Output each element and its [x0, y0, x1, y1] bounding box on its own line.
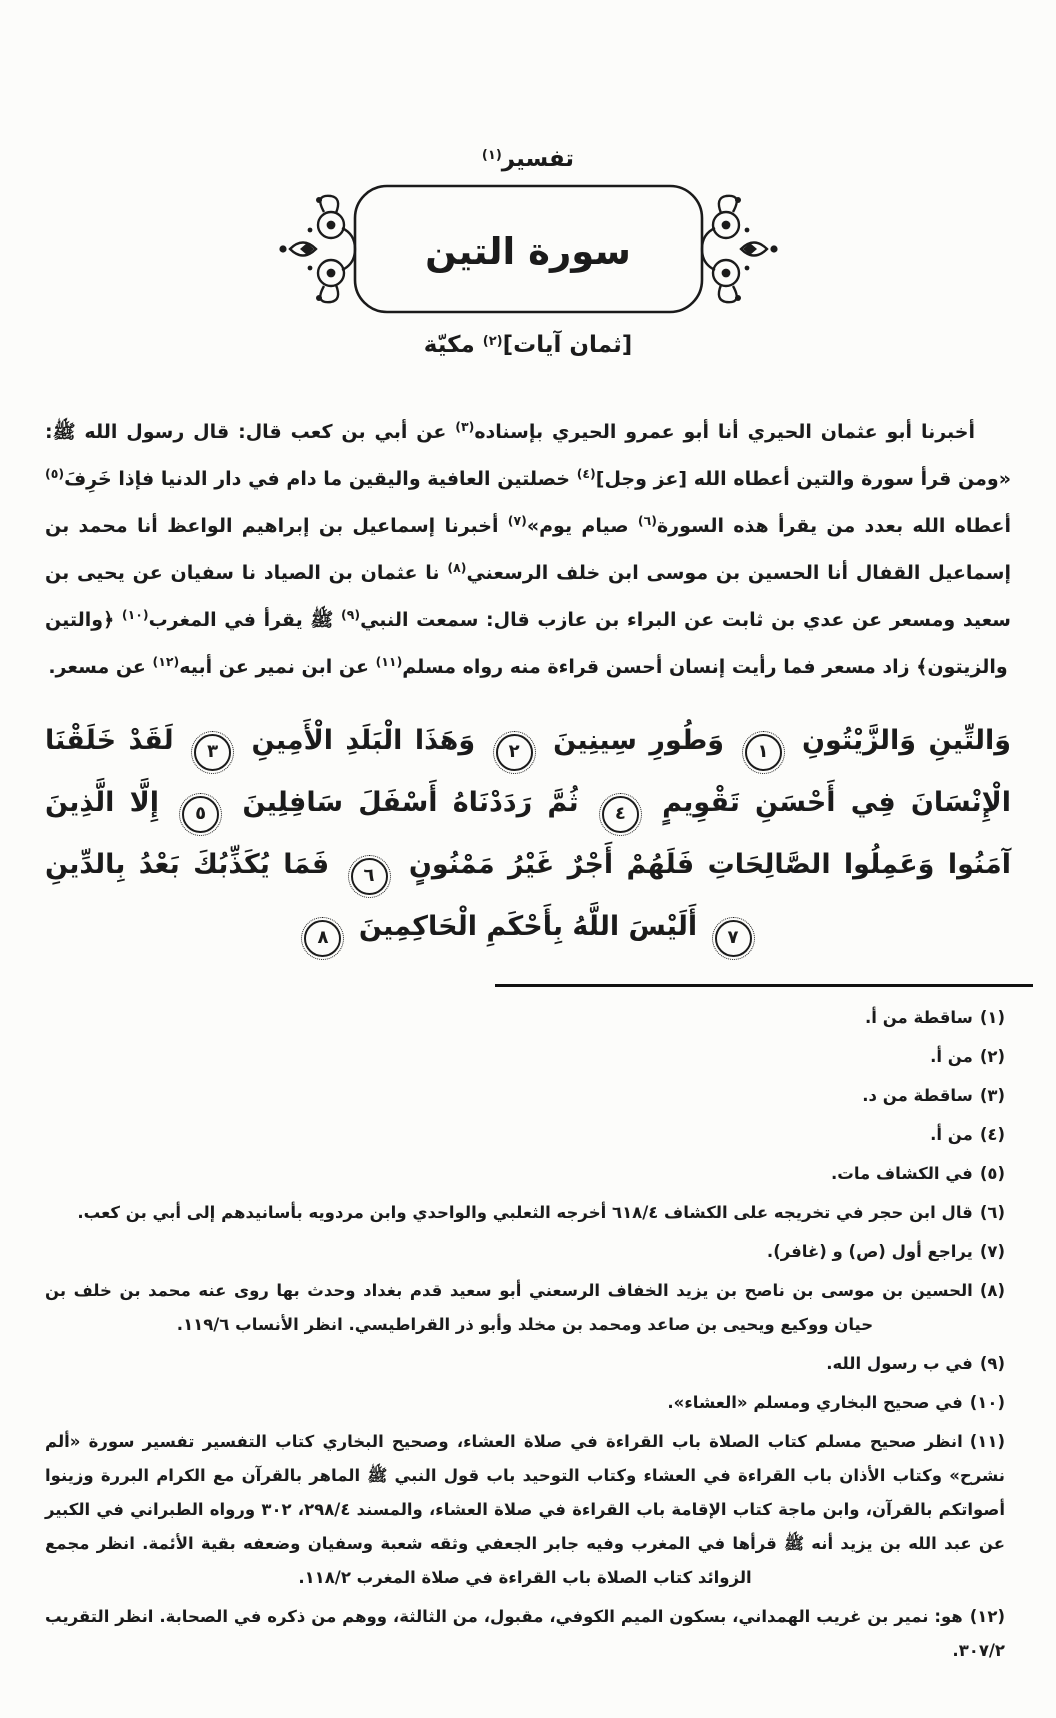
surah-title: سورة التين — [424, 230, 631, 273]
footnote-marker: (١) — [979, 1008, 1005, 1027]
footnote — [45, 1001, 1011, 1035]
verse-text: وَهَذَا الْبَلَدِ الْأَمِينِ — [251, 725, 476, 756]
footnote-marker: (١٠) — [969, 1393, 1005, 1412]
footnote-marker: (١١) — [969, 1432, 1005, 1451]
ayah-number-marker: ٤ — [602, 796, 639, 833]
footnote-text: من أ. — [930, 1125, 973, 1144]
hadith-paragraph: أخبرنا أبو عثمان الحيري أنا أبو عمرو الحيري بإسناده$^{(٣)}$ عن أبي بن كعب قال: قال رسول الله ﷺ: «ومن قرأ سورة والتين أعطاه الله [عز وجل]$^{(٤)}$ خصلتين العافية واليقين ما دام في دار الدنيا فإذا خَرِفَ$^{(٥)}$ أعطاه الله بعدد من يقرأ هذه السورة$^{(٦)}$ صيام يوم»$^{(٧)}$ أخبرنا إسماعيل بن إبراهيم الواعظ أنا محمد بن إسماعيل القفال أنا الحسين بن موسى ابن خلف الرسعني$^{(٨)}$ نا عثمان بن الصياد نا سفيان عن يحيى بن سعيد ومسعر عن عدي بن ثابت عن البراء بن عازب قال: سمعت النبي$^{(٩)}$ ﷺ يقرأ في المغرب$^{(١٠)}$ ﴿والتين والزيتون﴾ زاد مسعر فما رأيت إنسان أحسن قراءة منه رواه مسلم$^{(١١)}$ عن ابن نمير عن أبيه$^{(١٢)}$ عن مسعر. — [45, 419, 1011, 678]
footnote-ref: (٧) — [507, 513, 527, 528]
page-header-label: تفسير — [501, 146, 575, 172]
footnote-marker: (١٢) — [969, 1607, 1005, 1626]
footnote — [45, 1386, 1011, 1420]
footnote-marker: (٥) — [979, 1164, 1005, 1183]
footnote-marker: (٦) — [979, 1203, 1005, 1222]
footnote — [45, 1118, 1011, 1152]
arabesque-ornament-right-icon — [279, 196, 355, 302]
footnote — [45, 1600, 1011, 1668]
footnote-separator — [495, 984, 1033, 987]
verse-text: وَالتِّينِ وَالزَّيْتُونِ — [801, 725, 1012, 756]
footnote-ref: (٦) — [637, 513, 657, 528]
ayah-number-marker: ٦ — [351, 858, 388, 895]
footnote — [45, 1235, 1011, 1269]
footnote — [45, 1196, 1011, 1230]
verse-text: إِلَّا الَّذِينَ آمَنُوا وَعَمِلُوا الصَّالِحَاتِ فَلَهُمْ أَجْرٌ غَيْرُ مَمْنُونٍ — [45, 787, 1011, 880]
footnote-text: الحسين بن موسى بن ناصح بن يزيد الخفاف الرسعني أبو سعيد قدم بغداد وحدث بها روى عنه محمد بن خلف بن حيان ووكيع ويحيى بن صاعد ومحمد بن مخلد وأبو ذر القراطيسي. انظر الأنساب ١١٩/٦. — [45, 1281, 973, 1334]
quran-verses — [45, 710, 1011, 958]
footnote — [45, 1425, 1011, 1595]
verse-text: ثُمَّ رَدَدْنَاهُ أَسْفَلَ سَافِلِينَ — [242, 787, 579, 818]
cartouche-frame — [276, 176, 781, 322]
footnote-ref: (٣) — [455, 419, 475, 434]
ayah-number-marker: ٧ — [715, 920, 752, 957]
footnote-text: يراجع أول (ص) و (غافر). — [766, 1242, 973, 1261]
verse-text: لَقَدْ خَلَقْنَا الْإِنْسَانَ فِي أَحْسَنِ تَقْوِيمٍ — [45, 725, 1012, 818]
verse-text: فَمَا يُكَذِّبُكَ بَعْدُ بِالدِّينِ — [45, 849, 330, 880]
surah-subtitle — [45, 332, 1011, 358]
ayah-number-marker: ٥ — [182, 796, 219, 833]
footnote-text: ساقطة من أ. — [865, 1008, 973, 1027]
verse-text: وَطُورِ سِينِينَ — [553, 725, 725, 756]
ayah-number-marker: ٨ — [304, 920, 341, 957]
footnote — [45, 1274, 1011, 1342]
footnote-text: من أ. — [930, 1047, 973, 1066]
footnote-marker: (٧) — [979, 1242, 1005, 1261]
footnote-marker: (٨) — [979, 1281, 1005, 1300]
scanned-tafsir-page — [0, 146, 1056, 1718]
subtitle-classification: مكيّة — [423, 332, 475, 358]
subtitle-verse-count: [ثمان آيات] — [502, 332, 633, 358]
footnote-text: قال ابن حجر في تخريجه على الكشاف ٦١٨/٤ أخرجه الثعلبي والواحدي وابن مردويه بأسانيدهم إلى أبي بن كعب. — [77, 1203, 973, 1222]
footnote-ref: (٤) — [576, 466, 596, 481]
footnote-text: في الكشاف مات. — [830, 1164, 973, 1183]
verse-text: أَلَيْسَ اللَّهُ بِأَحْكَمِ الْحَاكِمِينَ — [358, 911, 698, 942]
ayah-number-marker: ٣ — [194, 734, 231, 771]
footnote — [45, 1347, 1011, 1381]
footnote-text: ساقطة من د. — [862, 1086, 973, 1105]
subtitle-footnote-ref: (٢) — [482, 334, 503, 349]
footnote — [45, 1079, 1011, 1113]
footnote-ref: (١١) — [375, 654, 403, 669]
arabesque-ornament-left-icon — [702, 196, 778, 302]
footnote-ref: (٩) — [341, 607, 361, 622]
footnote-marker: (٤) — [979, 1125, 1005, 1144]
footnotes-section — [45, 1001, 1011, 1668]
footnote — [45, 1157, 1011, 1191]
footnote-marker: (٩) — [979, 1354, 1005, 1373]
footnote-ref: (١٠) — [121, 607, 149, 622]
page-body — [0, 146, 1056, 1668]
surah-title-cartouche — [45, 176, 1011, 326]
ayah-number-marker: ٢ — [496, 734, 533, 771]
footnote-marker: (٣) — [979, 1086, 1005, 1105]
footnote-text: في صحيح البخاري ومسلم «العشاء». — [667, 1393, 963, 1412]
ayah-number-marker: ١ — [745, 734, 782, 771]
footnote-text: انظر صحيح مسلم كتاب الصلاة باب القراءة في صلاة العشاء، وصحيح البخاري كتاب التفسير تفسير سورة «ألم نشرح» وكتاب الأذان باب القراءة في العشاء وكتاب التوحيد باب قول النبي ﷺ الماهر بالقرآن مع الكرام البررة وزينوا أصواتكم بالقرآن، وابن ماجة كتاب الإقامة باب القراءة في صلاة العشاء، والمسند ٢٩٨/٤، ٣٠٢ ورواه الطبراني في الكبير عن عبد الله بن يزيد أنه ﷺ قرأها في المغرب وفيه جابر الجعفي وثقه شعبة وسفيان وضعفه بقية الأئمة. انظر مجمع الزوائد كتاب الصلاة باب القراءة في صلاة المغرب ١١٨/٢. — [45, 1432, 1005, 1587]
footnote-ref: (٥) — [45, 466, 65, 481]
page-header — [45, 146, 1011, 172]
footnote-text: في ب رسول الله. — [826, 1354, 973, 1373]
header-footnote-ref: (١) — [481, 148, 502, 163]
footnote-marker: (٢) — [979, 1047, 1005, 1066]
footnote-ref: (٨) — [447, 560, 467, 575]
footnote — [45, 1040, 1011, 1074]
footnote-ref: (١٢) — [152, 654, 180, 669]
footnote-text: هو: نمير بن غريب الهمداني، بسكون الميم الكوفي، مقبول، من الثالثة، ووهم من ذكره في الصحابة. انظر التقريب ٣٠٧/٢. — [45, 1607, 1005, 1660]
